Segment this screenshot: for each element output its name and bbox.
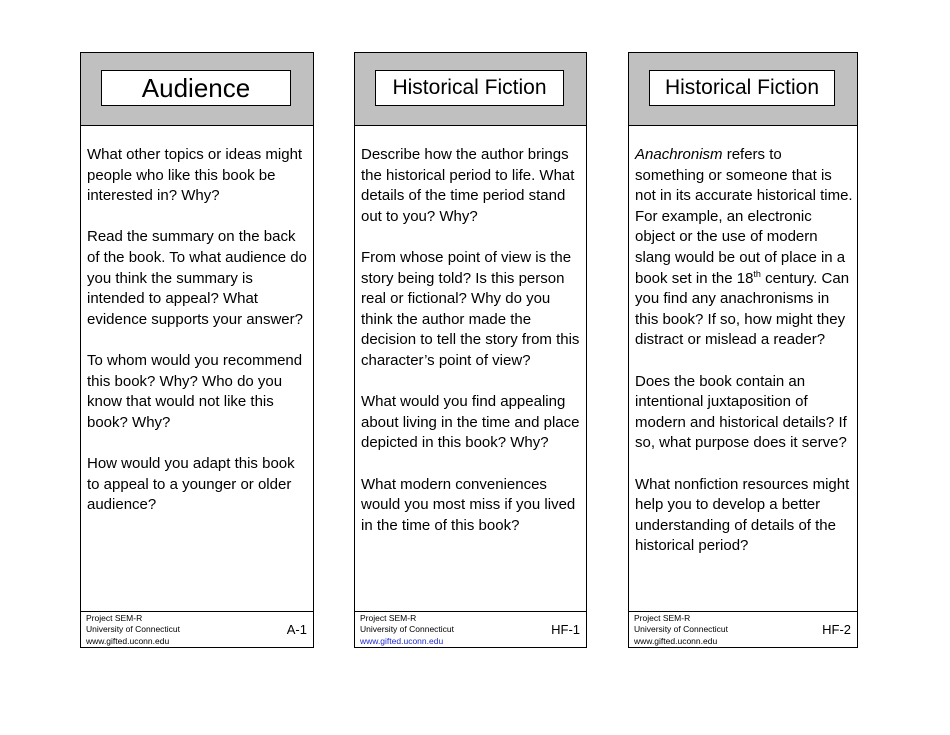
footer-website: www.gifted.uconn.edu: [634, 635, 718, 646]
card-questions: [361, 145, 582, 557]
question-paragraph: Read the summary on the back of the book. To what audience do you think the summary is intended to appeal? What evidence supports your answer?: [87, 228, 307, 328]
card-code: A-1: [286, 622, 307, 637]
question-paragraph-anachronism: [635, 145, 853, 351]
card-header: [81, 53, 313, 126]
card-title: Historical Fiction: [649, 70, 835, 106]
question-paragraph: What nonfiction resources might help you to develop a better understanding of details of the historical period?: [635, 475, 850, 555]
footer-website-link[interactable]: www.gifted.uconn.edu: [360, 635, 444, 646]
anachronism-text-a: refers to something or someone that is not in its accurate historical time. For example, an electronic object or the use of modern slang would be out of place in a book set in the 18: [635, 146, 853, 287]
card-header: [629, 53, 857, 126]
card-title: Historical Fiction: [375, 70, 564, 106]
ordinal-suffix: th: [753, 268, 761, 279]
footer-project: Project SEM-R: [86, 613, 143, 623]
footer-credits: [86, 613, 180, 647]
question-paragraph: Describe how the author brings the historical period to life. What details of the time period stand out to you? Why?: [361, 146, 575, 225]
card-code: HF-1: [551, 622, 580, 637]
bookmark-card-historical-fiction-2: [628, 52, 858, 648]
anachronism-term: Anachronism: [635, 146, 723, 163]
card-code: HF-2: [822, 622, 851, 637]
footer-university: University of Connecticut: [360, 624, 455, 635]
footer-credits: [360, 613, 454, 647]
footer-website: www.gifted.uconn.edu: [86, 635, 170, 646]
card-footer: [629, 611, 857, 647]
card-title: Audience: [101, 70, 291, 106]
footer-credits: [634, 613, 728, 647]
question-paragraph: What modern conveniences would you most miss if you lived in the time of this book?: [361, 475, 576, 534]
footer-university: University of Connecticut: [634, 624, 729, 635]
bookmark-card-audience: [80, 52, 314, 648]
question-paragraph: From whose point of view is the story being told? Is this person real or fictional? Why do you think the author made the decision to tell the story from this character’s point of view?: [361, 248, 580, 369]
question-paragraph: Does the book contain an intentional juxtaposition of modern and historical details? If so, what purpose does it serve?: [635, 372, 847, 452]
anachronism-text-b: century. Can you find any anachronisms in this book? If so, how might they distract or mislead a reader?: [635, 269, 850, 349]
card-footer: [355, 611, 586, 647]
card-header: [355, 53, 586, 126]
bookmark-card-historical-fiction-1: [354, 52, 587, 648]
footer-project: Project SEM-R: [360, 613, 417, 623]
card-questions: [87, 145, 309, 536]
card-footer: [81, 611, 313, 647]
question-paragraph: How would you adapt this book to appeal to a younger or older audience?: [87, 454, 295, 514]
question-paragraph: To whom would you recommend this book? Why? Who do you know that would not like this book? Why?: [87, 351, 303, 431]
question-paragraph: What other topics or ideas might people who like this book be interested in? Why?: [87, 146, 303, 205]
footer-university: University of Connecticut: [86, 624, 181, 635]
footer-project: Project SEM-R: [634, 613, 691, 623]
card-questions: [635, 145, 853, 577]
question-paragraph: What would you find appealing about living in the time and place depicted in this book? Why?: [361, 393, 580, 452]
